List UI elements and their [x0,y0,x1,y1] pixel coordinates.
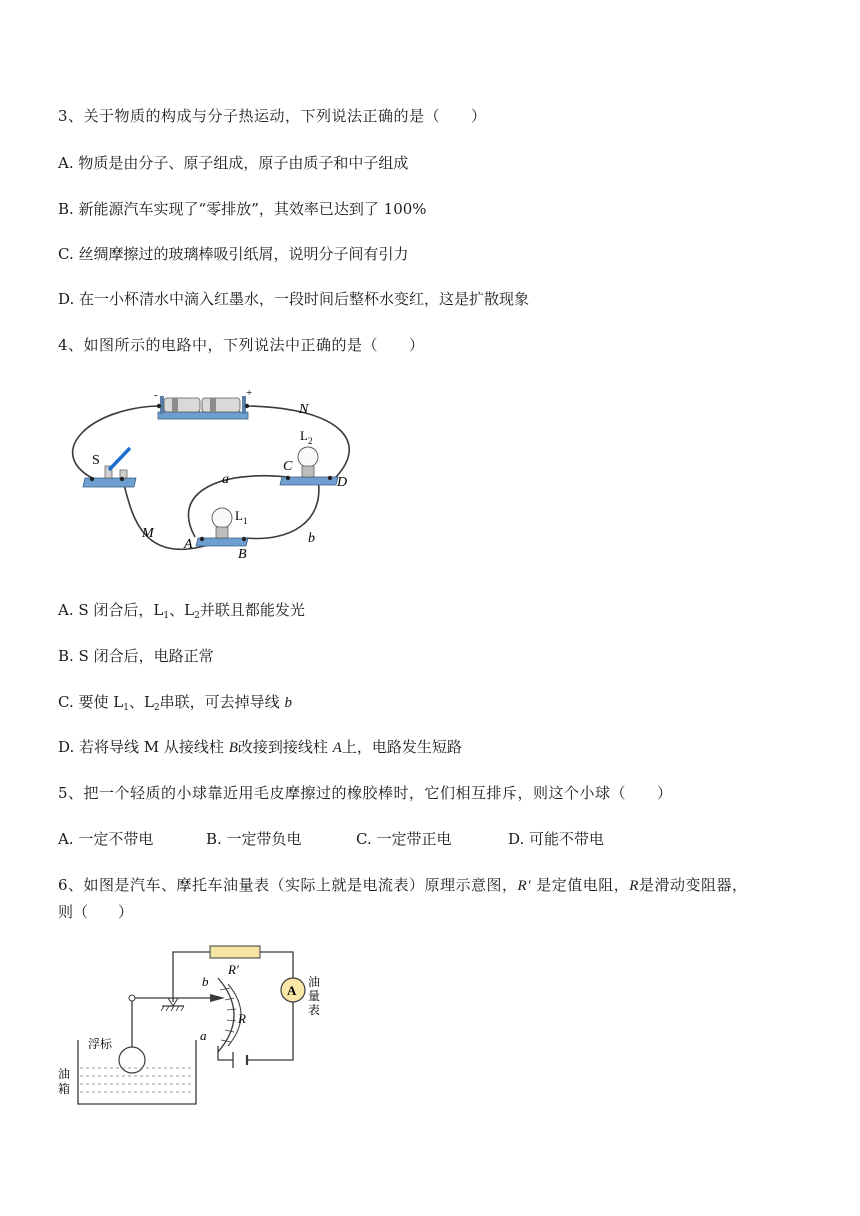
terminal-C-label: C [283,459,293,474]
q6-stem-line2: 则（ ） [58,903,134,921]
fig-label-tank-2: 箱 [58,1082,71,1096]
q5-stem: 5、把一个轻质的小球靠近用毛皮摩擦过的橡胶棒时，它们相互排斥，则这个小球（ ） [58,784,673,802]
resistor-R-prime [210,946,260,958]
fig-label-gauge-2: 量 [308,989,321,1003]
q5-option-d: D. 可能不带电 [508,830,605,848]
q3-option-b: B. 新能源汽车实现了“零排放”，其效率已达到了 100% [58,200,427,218]
fig-label-gauge-3: 表 [308,1003,321,1017]
q3-option-d: D. 在一小杯清水中滴入红墨水，一段时间后整杯水变红，这是扩散现象 [58,290,530,308]
q4-option-c: C. 要使 $L_1$、$L_2$串联，可去掉导线 b [58,693,292,713]
q3-option-c: C. 丝绸摩擦过的玻璃棒吸引纸屑，说明分子间有引力 [58,245,409,263]
q6-oil-gauge-figure [50,940,340,1110]
wire-battery-to-switch [73,406,158,478]
q4-stem: 4、如图所示的电路中，下列说法中正确的是（ ） [58,336,425,354]
wire-N-label: N [299,402,309,417]
terminal-B-label: B [238,547,247,562]
terminal-A-label: A [184,537,193,552]
wire-M-label: M [142,526,154,541]
q4-circuit-figure [50,382,370,567]
q4-option-b: B. S 闭合后，电路正常 [58,647,214,665]
q5-option-a: A. 一定不带电 [58,830,154,848]
q5-option-b: B. 一定带负电 [206,830,302,848]
float-ball [119,1047,145,1073]
battery-minus-label: - [154,389,158,401]
q4-option-d: D. 若将导线 M 从接线柱 B改接到接线柱 A上，电路发生短路 [58,738,462,756]
q5-options [58,829,604,849]
fig-label-float: 浮标 [88,1037,113,1051]
fig-label-tank-1: 油 [58,1067,71,1081]
q6-stem: 6、如图是汽车、摩托车油量表（实际上就是电流表）原理示意图，R′ 是定值电阻，R是滑动变阻器， [58,876,748,894]
terminal-D-label: D [337,475,348,490]
fig-label-R: R [238,1011,246,1026]
q3-option-a: A. 物质是由分子、原子组成，原子由质子和中子组成 [58,154,409,172]
fig-label-a: a [200,1028,207,1043]
switch-S [83,448,136,487]
battery-plus-label: + [246,387,253,399]
bulb-L1-label: $L_1$ [235,508,248,526]
q4-option-a: A. S 闭合后，$L_1$、$L_2$并联且都能发光 [58,601,305,621]
wire-b [246,479,319,539]
battery-holder [157,396,249,419]
wire-a [188,476,288,537]
ammeter-label: A [287,983,297,998]
wire-b-label: b [308,531,315,546]
fig-label-gauge-1: 油 [308,975,321,989]
fig-label-Rprime: R′ [228,962,239,977]
fig-label-b: b [202,974,209,989]
wire-a-label: a [222,472,229,487]
q3-stem: 3、关于物质的构成与分子热运动，下列说法正确的是（ ） [58,107,487,125]
switch-S-label: S [92,453,100,468]
q5-option-c: C. 一定带正电 [356,830,452,848]
bulb-L2-label: $L_2$ [300,428,313,446]
